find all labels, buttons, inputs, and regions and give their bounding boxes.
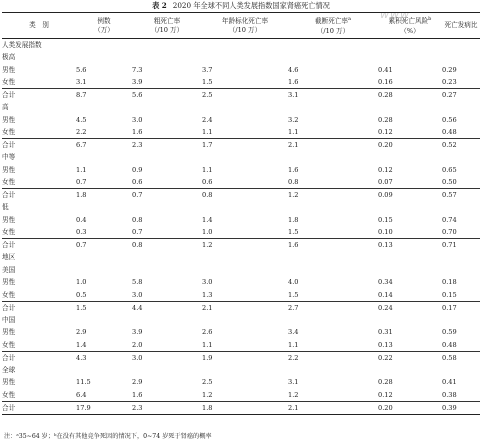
row-label: 男性 — [2, 65, 16, 74]
cell-value: 7.3 — [132, 65, 143, 74]
cell-value: 1.9 — [202, 351, 288, 364]
cell-value: 3.2 — [288, 115, 299, 124]
row-label: 男性 — [2, 165, 16, 174]
header-row — [2, 13, 480, 39]
cell-value: 2.5 — [202, 378, 213, 387]
empty-cell — [76, 251, 480, 264]
cell-value: 0.15 — [378, 215, 393, 224]
total-row — [2, 189, 480, 202]
cell-value: 1.1 — [202, 128, 213, 136]
table-row — [2, 114, 480, 127]
group-row — [2, 51, 480, 64]
cell-value: 2.1 — [288, 401, 378, 414]
cell-value: 1.6 — [288, 78, 299, 86]
row-label: 男性 — [2, 215, 16, 224]
row-label: 女性 — [2, 340, 16, 349]
row-label: 女性 — [2, 78, 16, 86]
row-label: 极高 — [2, 53, 16, 62]
table-row — [2, 326, 480, 339]
total-row — [2, 301, 480, 314]
cell-value: 0.8 — [132, 239, 202, 252]
cell-value: 0.28 — [378, 89, 442, 102]
cell-value: 3.0 — [132, 290, 143, 299]
cell-value: 0.58 — [442, 351, 480, 364]
group-row — [2, 364, 480, 377]
cell-value: 0.24 — [378, 301, 442, 314]
cell-value: 3.0 — [132, 351, 202, 364]
cell-value: 0.48 — [442, 340, 457, 349]
cell-value: 0.17 — [442, 301, 480, 314]
header-truncated-rate: 截断死亡率$^a$ （/10 万） — [288, 13, 378, 39]
table-number: 表 2 — [152, 1, 167, 10]
row-label: 男性 — [2, 378, 16, 387]
cell-value: 2.3 — [132, 401, 202, 414]
cell-value: 0.20 — [378, 401, 442, 414]
cell-value: 1.8 — [76, 189, 132, 202]
cell-value: 6.4 — [76, 390, 87, 399]
table-row — [2, 164, 480, 177]
cell-value: 2.4 — [202, 115, 213, 124]
empty-cell — [76, 201, 480, 214]
cell-value: 1.1 — [202, 340, 213, 349]
table-row — [2, 339, 480, 352]
cell-value: 0.8 — [288, 178, 299, 186]
cell-value: 0.34 — [378, 278, 393, 287]
cell-value: 0.74 — [442, 215, 457, 224]
cell-value: 1.2 — [202, 239, 288, 252]
table-row — [2, 226, 480, 239]
row-label: 合计 — [2, 89, 76, 102]
cell-value: 1.6 — [288, 239, 378, 252]
table-row — [2, 176, 480, 189]
row-label: 女性 — [2, 128, 16, 136]
cell-value: 0.39 — [442, 401, 480, 414]
cell-value: 0.10 — [378, 228, 393, 236]
header-deaths: 例数 （万） — [76, 13, 132, 39]
row-label: 低 — [2, 203, 9, 212]
cell-value: 17.9 — [76, 401, 132, 414]
cell-value: 0.23 — [442, 78, 457, 86]
cell-value: 0.65 — [442, 165, 457, 174]
section-row — [2, 251, 480, 264]
cell-value: 1.5 — [288, 290, 299, 299]
cell-value: 0.41 — [378, 65, 393, 74]
cell-value: 2.1 — [288, 139, 378, 152]
cell-value: 0.4 — [76, 215, 87, 224]
cell-value: 0.71 — [442, 239, 480, 252]
watermark: www — [380, 8, 410, 21]
cell-value: 5.6 — [76, 65, 87, 74]
table-title: 2020 年全球不同人类发展指数国家肾癌死亡情况 — [172, 1, 330, 10]
cell-value: 1.2 — [288, 189, 378, 202]
cell-value: 0.38 — [442, 390, 457, 399]
cell-value: 0.5 — [76, 290, 87, 299]
cell-value: 1.3 — [202, 290, 213, 299]
table-row — [2, 76, 480, 89]
cell-value: 0.59 — [442, 328, 457, 337]
cell-value: 0.57 — [442, 189, 480, 202]
header-cumulative-risk: 累积死亡风险$^b$ （%） — [378, 13, 442, 39]
cell-value: 0.22 — [378, 351, 442, 364]
cell-value: 0.70 — [442, 228, 457, 236]
cell-value: 0.15 — [442, 290, 457, 299]
cell-value: 1.1 — [288, 340, 299, 349]
group-row — [2, 264, 480, 277]
cell-value: 1.4 — [202, 215, 213, 224]
cell-value: 0.31 — [378, 328, 393, 337]
cell-value: 1.2 — [288, 390, 299, 399]
cell-value: 0.12 — [378, 128, 393, 136]
cell-value: 2.9 — [76, 328, 87, 337]
cell-value: 1.5 — [288, 228, 299, 236]
cell-value: 0.09 — [378, 189, 442, 202]
row-label: 地区 — [2, 253, 16, 262]
cell-value: 1.6 — [288, 165, 299, 174]
cell-value: 1.1 — [202, 165, 213, 174]
cell-value: 0.48 — [442, 128, 457, 136]
row-label: 美国 — [2, 265, 16, 274]
cell-value: 0.28 — [378, 378, 393, 387]
cell-value: 5.6 — [132, 89, 202, 102]
cell-value: 3.7 — [202, 65, 213, 74]
cell-value: 3.0 — [202, 278, 213, 287]
cell-value: 1.2 — [202, 390, 213, 399]
cell-value: 1.6 — [132, 390, 143, 399]
cell-value: 1.8 — [288, 215, 299, 224]
total-row — [2, 139, 480, 152]
group-row — [2, 314, 480, 327]
cell-value: 0.13 — [378, 340, 393, 349]
cell-value: 1.4 — [76, 340, 87, 349]
total-row — [2, 401, 480, 414]
cell-value: 0.9 — [132, 165, 143, 174]
cell-value: 4.5 — [76, 115, 87, 124]
cell-value: 3.1 — [76, 78, 87, 86]
table-row — [2, 276, 480, 289]
cell-value: 11.5 — [76, 378, 91, 387]
cell-value: 3.9 — [132, 328, 143, 337]
empty-cell — [76, 264, 480, 277]
cell-value: 0.29 — [442, 65, 457, 74]
row-label: 中国 — [2, 315, 16, 324]
cell-value: 1.1 — [76, 165, 87, 174]
empty-cell — [76, 51, 480, 64]
cell-value: 4.3 — [76, 351, 132, 364]
cell-value: 2.6 — [202, 328, 213, 337]
cell-value: 3.1 — [288, 89, 378, 102]
row-label: 合计 — [2, 239, 76, 252]
row-label: 高 — [2, 103, 9, 112]
row-label: 人类发展指数 — [2, 41, 42, 49]
cell-value: 0.8 — [202, 189, 288, 202]
row-label: 男性 — [2, 115, 16, 124]
cell-value: 0.12 — [378, 390, 393, 399]
cell-value: 0.41 — [442, 378, 457, 387]
cell-value: 0.20 — [378, 139, 442, 152]
kidney-cancer-mortality-table — [2, 12, 480, 415]
total-row — [2, 89, 480, 102]
row-label: 全球 — [2, 365, 16, 374]
cell-value: 0.6 — [202, 178, 213, 186]
total-row — [2, 239, 480, 252]
group-row — [2, 151, 480, 164]
header-category: 类 别 — [2, 13, 76, 39]
table-row — [2, 389, 480, 402]
empty-cell — [76, 39, 480, 52]
table-footnote: 注：ᵃ35~64 岁；ᵇ在没有其他竞争死因的情况下，0~74 岁死于肾癌的概率 — [4, 433, 212, 440]
row-label: 合计 — [2, 189, 76, 202]
table-row — [2, 214, 480, 227]
row-label: 女性 — [2, 228, 16, 236]
cell-value: 0.52 — [442, 139, 480, 152]
table-row — [2, 64, 480, 77]
cell-value: 1.5 — [76, 301, 132, 314]
cell-value: 1.1 — [288, 128, 299, 136]
cell-value: 0.14 — [378, 290, 393, 299]
empty-cell — [76, 101, 480, 114]
row-label: 男性 — [2, 278, 16, 287]
cell-value: 0.8 — [132, 215, 143, 224]
group-row — [2, 101, 480, 114]
table-row — [2, 376, 480, 389]
cell-value: 1.5 — [202, 78, 213, 86]
cell-value: 3.4 — [288, 328, 299, 337]
row-label: 男性 — [2, 328, 16, 337]
group-row — [2, 201, 480, 214]
header-crude-rate: 粗死亡率 （/10 万） — [132, 13, 202, 39]
cell-value: 1.8 — [202, 401, 288, 414]
cell-value: 0.6 — [132, 178, 143, 186]
cell-value: 0.3 — [76, 228, 87, 236]
cell-value: 0.07 — [378, 178, 393, 186]
row-label: 女性 — [2, 178, 16, 186]
cell-value: 0.28 — [378, 115, 393, 124]
cell-value: 0.18 — [442, 278, 457, 287]
cell-value: 1.6 — [132, 128, 143, 136]
cell-value: 1.0 — [76, 278, 87, 287]
cell-value: 1.0 — [202, 228, 213, 236]
cell-value: 0.27 — [442, 89, 480, 102]
cell-value: 2.3 — [132, 139, 202, 152]
cell-value: 3.0 — [132, 115, 143, 124]
cell-value: 1.7 — [202, 139, 288, 152]
cell-value: 0.7 — [132, 189, 202, 202]
cell-value: 0.12 — [378, 165, 393, 174]
cell-value: 0.7 — [132, 228, 143, 236]
cell-value: 0.56 — [442, 115, 457, 124]
section-row — [2, 39, 480, 52]
row-label: 中等 — [2, 153, 16, 162]
total-row — [2, 351, 480, 364]
row-label: 合计 — [2, 351, 76, 364]
row-label: 合计 — [2, 401, 76, 414]
cell-value: 2.7 — [288, 301, 378, 314]
cell-value: 2.2 — [76, 128, 87, 136]
row-label: 合计 — [2, 139, 76, 152]
header-mi-ratio: 死亡发病比 — [442, 13, 480, 39]
empty-cell — [76, 151, 480, 164]
cell-value: 0.16 — [378, 78, 393, 86]
cell-value: 0.13 — [378, 239, 442, 252]
cell-value: 3.9 — [132, 78, 143, 86]
cell-value: 8.7 — [76, 89, 132, 102]
cell-value: 6.7 — [76, 139, 132, 152]
cell-value: 2.5 — [202, 89, 288, 102]
cell-value: 5.8 — [132, 278, 143, 287]
cell-value: 0.7 — [76, 239, 132, 252]
cell-value: 2.9 — [132, 378, 143, 387]
table-row — [2, 289, 480, 302]
cell-value: 4.4 — [132, 301, 202, 314]
row-label: 女性 — [2, 390, 16, 399]
empty-cell — [76, 314, 480, 327]
cell-value: 2.2 — [288, 351, 378, 364]
cell-value: 4.6 — [288, 65, 299, 74]
table-row — [2, 126, 480, 139]
cell-value: 0.50 — [442, 178, 457, 186]
cell-value: 3.1 — [288, 378, 299, 387]
row-label: 合计 — [2, 301, 76, 314]
empty-cell — [76, 364, 480, 377]
cell-value: 4.0 — [288, 278, 299, 287]
row-label: 女性 — [2, 290, 16, 299]
cell-value: 2.1 — [202, 301, 288, 314]
cell-value: 0.7 — [76, 178, 87, 186]
cell-value: 2.0 — [132, 340, 143, 349]
header-asr: 年龄标化死亡率 （/10 万） — [202, 13, 288, 39]
